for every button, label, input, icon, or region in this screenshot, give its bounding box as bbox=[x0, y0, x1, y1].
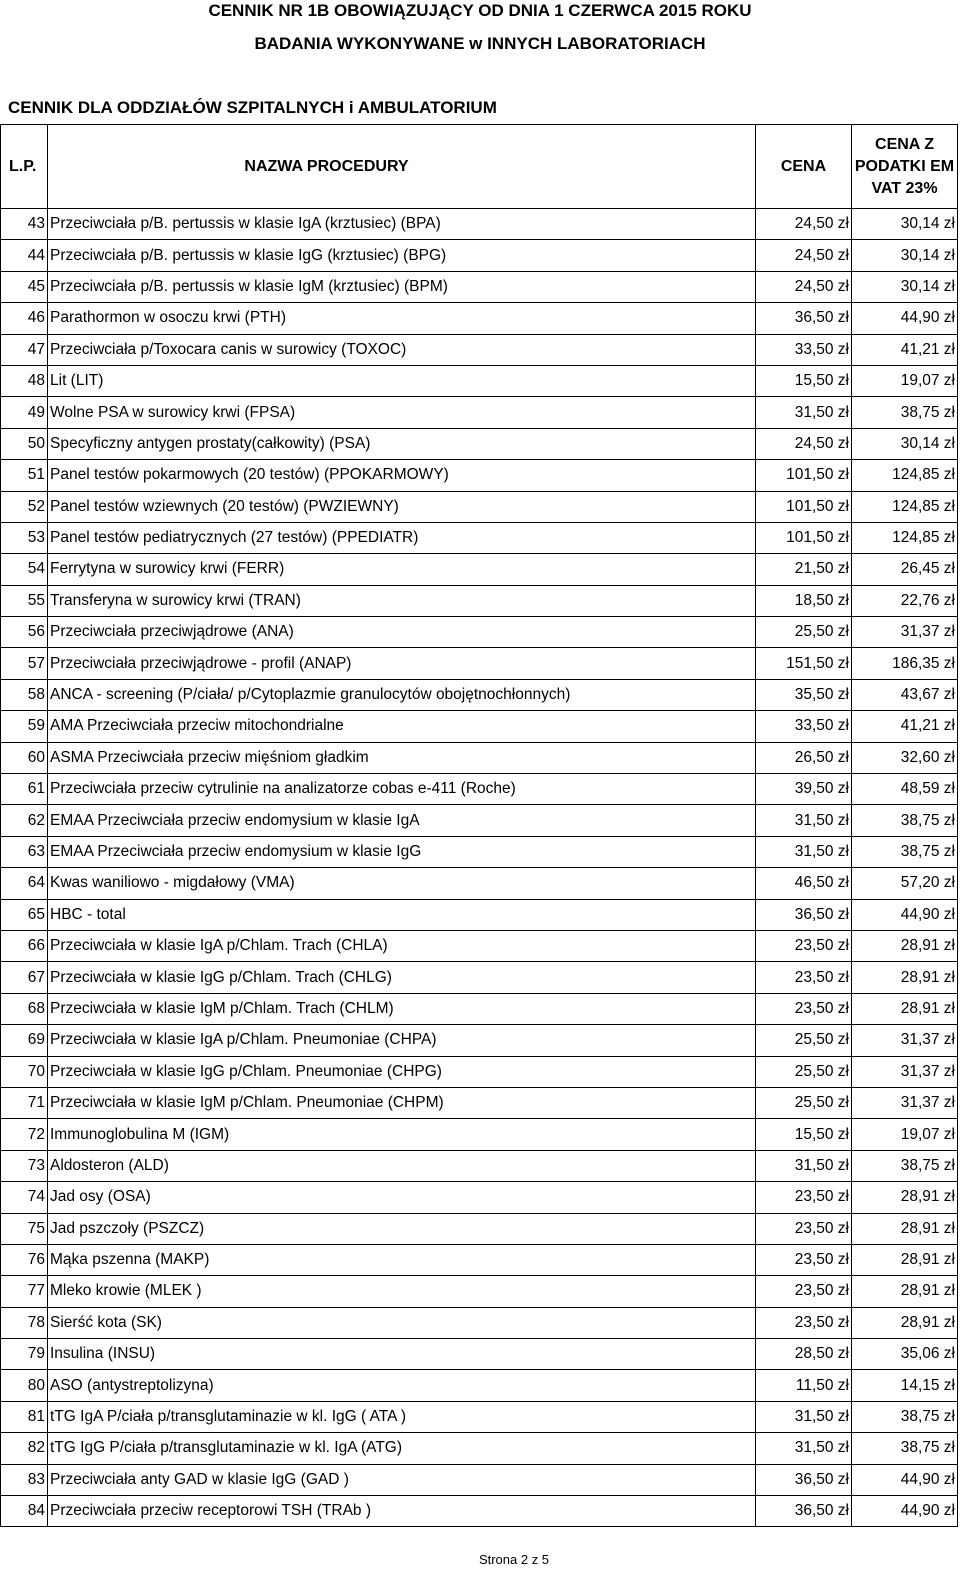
price-gross: 28,91 zł bbox=[852, 1213, 958, 1244]
price-gross: 30,14 zł bbox=[852, 428, 958, 459]
price-gross: 124,85 zł bbox=[852, 460, 958, 491]
table-row bbox=[1, 365, 958, 396]
procedure-name: tTG IgA P/ciała p/transglutaminazie w kl. IgG ( ATA ) bbox=[48, 1401, 756, 1432]
row-number: 50 bbox=[1, 428, 48, 459]
table-row bbox=[1, 1056, 958, 1087]
price-net: 23,50 zł bbox=[756, 1307, 852, 1338]
row-number: 76 bbox=[1, 1244, 48, 1275]
procedure-name: Lit (LIT) bbox=[48, 365, 756, 396]
price-net: 25,50 zł bbox=[756, 1025, 852, 1056]
price-net: 24,50 zł bbox=[756, 271, 852, 302]
price-net: 101,50 zł bbox=[756, 460, 852, 491]
procedure-name: Przeciwciała p/B. pertussis w klasie IgM (krztusiec) (BPM) bbox=[48, 271, 756, 302]
price-gross: 14,15 zł bbox=[852, 1370, 958, 1401]
price-gross: 38,75 zł bbox=[852, 1433, 958, 1464]
procedure-name: Przeciwciała w klasie IgA p/Chlam. Pneumoniae (CHPA) bbox=[48, 1025, 756, 1056]
table-row bbox=[1, 303, 958, 334]
price-gross: 28,91 zł bbox=[852, 962, 958, 993]
row-number: 75 bbox=[1, 1213, 48, 1244]
price-net: 39,50 zł bbox=[756, 774, 852, 805]
row-number: 70 bbox=[1, 1056, 48, 1087]
price-gross: 44,90 zł bbox=[852, 1496, 958, 1527]
price-net: 33,50 zł bbox=[756, 334, 852, 365]
price-net: 24,50 zł bbox=[756, 209, 852, 240]
price-gross: 31,37 zł bbox=[852, 1087, 958, 1118]
price-gross: 19,07 zł bbox=[852, 365, 958, 396]
column-header-price-vat-label: CENA Z PODATKI EM VAT 23% bbox=[854, 135, 955, 197]
price-net: 31,50 zł bbox=[756, 836, 852, 867]
price-gross: 44,90 zł bbox=[852, 899, 958, 930]
row-number: 58 bbox=[1, 679, 48, 710]
procedure-name: ASO (antystreptolizyna) bbox=[48, 1370, 756, 1401]
price-net: 11,50 zł bbox=[756, 1370, 852, 1401]
procedure-name: Przeciwciała p/B. pertussis w klasie IgG (krztusiec) (BPG) bbox=[48, 240, 756, 271]
table-row bbox=[1, 962, 958, 993]
procedure-name: Specyficzny antygen prostaty(całkowity) (PSA) bbox=[48, 428, 756, 459]
procedure-name: Przeciwciała przeciw receptorowi TSH (TRAb ) bbox=[48, 1496, 756, 1527]
table-row bbox=[1, 1119, 958, 1150]
procedure-name: Przeciwciała w klasie IgG p/Chlam. Trach (CHLG) bbox=[48, 962, 756, 993]
procedure-name: Panel testów pediatrycznych (27 testów) (PPEDIATR) bbox=[48, 522, 756, 553]
price-net: 21,50 zł bbox=[756, 554, 852, 585]
price-net: 25,50 zł bbox=[756, 1056, 852, 1087]
table-row bbox=[1, 397, 958, 428]
table-row bbox=[1, 1370, 958, 1401]
price-gross: 124,85 zł bbox=[852, 491, 958, 522]
table-row bbox=[1, 930, 958, 961]
row-number: 67 bbox=[1, 962, 48, 993]
procedure-name: Przeciwciała w klasie IgA p/Chlam. Trach (CHLA) bbox=[48, 930, 756, 961]
row-number: 63 bbox=[1, 836, 48, 867]
price-net: 23,50 zł bbox=[756, 962, 852, 993]
price-gross: 35,06 zł bbox=[852, 1339, 958, 1370]
table-row bbox=[1, 1244, 958, 1275]
row-number: 81 bbox=[1, 1401, 48, 1432]
procedure-name: Ferrytyna w surowicy krwi (FERR) bbox=[48, 554, 756, 585]
table-row bbox=[1, 1307, 958, 1338]
row-number: 65 bbox=[1, 899, 48, 930]
price-gross: 48,59 zł bbox=[852, 774, 958, 805]
price-gross: 38,75 zł bbox=[852, 836, 958, 867]
table-row bbox=[1, 1025, 958, 1056]
procedure-name: Przeciwciała w klasie IgM p/Chlam. Trach (CHLM) bbox=[48, 993, 756, 1024]
row-number: 74 bbox=[1, 1182, 48, 1213]
table-row bbox=[1, 1496, 958, 1527]
price-gross: 19,07 zł bbox=[852, 1119, 958, 1150]
procedure-name: Przeciwciała przeciwjądrowe - profil (ANAP) bbox=[48, 648, 756, 679]
price-net: 36,50 zł bbox=[756, 303, 852, 334]
price-gross: 28,91 zł bbox=[852, 993, 958, 1024]
price-net: 101,50 zł bbox=[756, 491, 852, 522]
price-gross: 124,85 zł bbox=[852, 522, 958, 553]
table-row bbox=[1, 1433, 958, 1464]
row-number: 43 bbox=[1, 209, 48, 240]
column-header-lp: L.P. bbox=[1, 125, 48, 209]
procedure-name: Jad osy (OSA) bbox=[48, 1182, 756, 1213]
price-gross: 31,37 zł bbox=[852, 1056, 958, 1087]
procedure-name: Przeciwciała p/Toxocara canis w surowicy (TOXOC) bbox=[48, 334, 756, 365]
procedure-name: Panel testów pokarmowych (20 testów) (PPOKARMOWY) bbox=[48, 460, 756, 491]
table-row bbox=[1, 1087, 958, 1118]
procedure-name: Przeciwciała p/B. pertussis w klasie IgA (krztusiec) (BPA) bbox=[48, 209, 756, 240]
document-subtitle: CENNIK DLA ODDZIAŁÓW SZPITALNYCH i AMBULATORIUM bbox=[8, 98, 497, 117]
row-number: 66 bbox=[1, 930, 48, 961]
table-row bbox=[1, 554, 958, 585]
table-row bbox=[1, 1464, 958, 1495]
procedure-name: Wolne PSA w surowicy krwi (FPSA) bbox=[48, 397, 756, 428]
row-number: 45 bbox=[1, 271, 48, 302]
column-header-price-vat bbox=[852, 125, 958, 209]
table-row bbox=[1, 774, 958, 805]
row-number: 54 bbox=[1, 554, 48, 585]
price-gross: 28,91 zł bbox=[852, 1182, 958, 1213]
table-row bbox=[1, 334, 958, 365]
table-row bbox=[1, 1213, 958, 1244]
price-gross: 30,14 zł bbox=[852, 240, 958, 271]
price-net: 15,50 zł bbox=[756, 1119, 852, 1150]
page-number: Strona 2 z 5 bbox=[478, 1552, 550, 1567]
table-row bbox=[1, 240, 958, 271]
procedure-name: Kwas waniliowo - migdałowy (VMA) bbox=[48, 868, 756, 899]
price-gross: 30,14 zł bbox=[852, 209, 958, 240]
table-row bbox=[1, 742, 958, 773]
document-title: CENNIK NR 1B OBOWIĄZUJĄCY OD DNIA 1 CZERWCA 2015 ROKU bbox=[208, 1, 752, 20]
row-number: 51 bbox=[1, 460, 48, 491]
price-net: 23,50 zł bbox=[756, 1213, 852, 1244]
row-number: 69 bbox=[1, 1025, 48, 1056]
row-number: 56 bbox=[1, 617, 48, 648]
price-net: 23,50 zł bbox=[756, 930, 852, 961]
procedure-name: Sierść kota (SK) bbox=[48, 1307, 756, 1338]
table-header-row bbox=[1, 125, 958, 209]
table-row bbox=[1, 1276, 958, 1307]
row-number: 71 bbox=[1, 1087, 48, 1118]
procedure-name: Przeciwciała anty GAD w klasie IgG (GAD ) bbox=[48, 1464, 756, 1495]
row-number: 78 bbox=[1, 1307, 48, 1338]
price-net: 31,50 zł bbox=[756, 1401, 852, 1432]
procedure-name: Aldosteron (ALD) bbox=[48, 1150, 756, 1181]
price-net: 15,50 zł bbox=[756, 365, 852, 396]
row-number: 60 bbox=[1, 742, 48, 773]
price-net: 36,50 zł bbox=[756, 899, 852, 930]
price-net: 31,50 zł bbox=[756, 1150, 852, 1181]
price-gross: 44,90 zł bbox=[852, 303, 958, 334]
procedure-name: Panel testów wziewnych (20 testów) (PWZIEWNY) bbox=[48, 491, 756, 522]
procedure-name: Mleko krowie (MLEK ) bbox=[48, 1276, 756, 1307]
table-row bbox=[1, 868, 958, 899]
table-row bbox=[1, 617, 958, 648]
price-gross: 57,20 zł bbox=[852, 868, 958, 899]
procedure-name: ANCA - screening (P/ciała/ p/Cytoplazmie granulocytów obojętnochłonnych) bbox=[48, 679, 756, 710]
row-number: 77 bbox=[1, 1276, 48, 1307]
price-net: 23,50 zł bbox=[756, 993, 852, 1024]
row-number: 64 bbox=[1, 868, 48, 899]
price-gross: 30,14 zł bbox=[852, 271, 958, 302]
row-number: 62 bbox=[1, 805, 48, 836]
price-net: 26,50 zł bbox=[756, 742, 852, 773]
table-row bbox=[1, 805, 958, 836]
price-gross: 28,91 zł bbox=[852, 1307, 958, 1338]
row-number: 57 bbox=[1, 648, 48, 679]
price-net: 33,50 zł bbox=[756, 711, 852, 742]
table-row bbox=[1, 209, 958, 240]
table-row bbox=[1, 522, 958, 553]
price-gross: 31,37 zł bbox=[852, 1025, 958, 1056]
price-net: 46,50 zł bbox=[756, 868, 852, 899]
price-gross: 26,45 zł bbox=[852, 554, 958, 585]
table-row bbox=[1, 899, 958, 930]
row-number: 72 bbox=[1, 1119, 48, 1150]
price-net: 23,50 zł bbox=[756, 1244, 852, 1275]
price-net: 18,50 zł bbox=[756, 585, 852, 616]
price-gross: 28,91 zł bbox=[852, 1244, 958, 1275]
procedure-name: Przeciwciała przeciwjądrowe (ANA) bbox=[48, 617, 756, 648]
price-gross: 38,75 zł bbox=[852, 1401, 958, 1432]
procedure-name: EMAA Przeciwciała przeciw endomysium w klasie IgA bbox=[48, 805, 756, 836]
price-net: 151,50 zł bbox=[756, 648, 852, 679]
row-number: 73 bbox=[1, 1150, 48, 1181]
price-gross: 32,60 zł bbox=[852, 742, 958, 773]
row-number: 61 bbox=[1, 774, 48, 805]
row-number: 47 bbox=[1, 334, 48, 365]
table-row bbox=[1, 428, 958, 459]
procedure-name: tTG IgG P/ciała p/transglutaminazie w kl. IgA (ATG) bbox=[48, 1433, 756, 1464]
table-row bbox=[1, 1150, 958, 1181]
row-number: 46 bbox=[1, 303, 48, 334]
procedure-name: Transferyna w surowicy krwi (TRAN) bbox=[48, 585, 756, 616]
price-gross: 43,67 zł bbox=[852, 679, 958, 710]
row-number: 84 bbox=[1, 1496, 48, 1527]
row-number: 49 bbox=[1, 397, 48, 428]
row-number: 48 bbox=[1, 365, 48, 396]
procedure-name: Przeciwciała w klasie IgM p/Chlam. Pneumoniae (CHPM) bbox=[48, 1087, 756, 1118]
price-net: 23,50 zł bbox=[756, 1182, 852, 1213]
column-header-price: CENA bbox=[756, 125, 852, 209]
price-net: 31,50 zł bbox=[756, 1433, 852, 1464]
row-number: 83 bbox=[1, 1464, 48, 1495]
row-number: 80 bbox=[1, 1370, 48, 1401]
row-number: 59 bbox=[1, 711, 48, 742]
price-net: 25,50 zł bbox=[756, 617, 852, 648]
table-row bbox=[1, 1339, 958, 1370]
table-row bbox=[1, 585, 958, 616]
row-number: 52 bbox=[1, 491, 48, 522]
price-gross: 31,37 zł bbox=[852, 617, 958, 648]
price-net: 23,50 zł bbox=[756, 1276, 852, 1307]
price-net: 28,50 zł bbox=[756, 1339, 852, 1370]
price-net: 31,50 zł bbox=[756, 397, 852, 428]
price-net: 25,50 zł bbox=[756, 1087, 852, 1118]
row-number: 68 bbox=[1, 993, 48, 1024]
procedure-name: Jad pszczoły (PSZCZ) bbox=[48, 1213, 756, 1244]
price-net: 36,50 zł bbox=[756, 1464, 852, 1495]
table-row bbox=[1, 993, 958, 1024]
price-table bbox=[0, 124, 958, 1527]
price-gross: 22,76 zł bbox=[852, 585, 958, 616]
procedure-name: Przeciwciała w klasie IgG p/Chlam. Pneumoniae (CHPG) bbox=[48, 1056, 756, 1087]
table-row bbox=[1, 679, 958, 710]
price-gross: 28,91 zł bbox=[852, 930, 958, 961]
table-row bbox=[1, 1401, 958, 1432]
procedure-name: Immunoglobulina M (IGM) bbox=[48, 1119, 756, 1150]
price-gross: 41,21 zł bbox=[852, 711, 958, 742]
row-number: 79 bbox=[1, 1339, 48, 1370]
procedure-name: ASMA Przeciwciała przeciw mięśniom gładkim bbox=[48, 742, 756, 773]
price-gross: 38,75 zł bbox=[852, 397, 958, 428]
table-row bbox=[1, 460, 958, 491]
procedure-name: EMAA Przeciwciała przeciw endomysium w klasie IgG bbox=[48, 836, 756, 867]
price-gross: 38,75 zł bbox=[852, 1150, 958, 1181]
price-net: 101,50 zł bbox=[756, 522, 852, 553]
price-gross: 44,90 zł bbox=[852, 1464, 958, 1495]
procedure-name: Mąka pszenna (MAKP) bbox=[48, 1244, 756, 1275]
row-number: 55 bbox=[1, 585, 48, 616]
row-number: 82 bbox=[1, 1433, 48, 1464]
price-net: 24,50 zł bbox=[756, 240, 852, 271]
column-header-name: NAZWA PROCEDURY bbox=[48, 125, 756, 209]
table-row bbox=[1, 1182, 958, 1213]
price-net: 24,50 zł bbox=[756, 428, 852, 459]
price-gross: 41,21 zł bbox=[852, 334, 958, 365]
price-gross: 186,35 zł bbox=[852, 648, 958, 679]
table-row bbox=[1, 648, 958, 679]
row-number: 53 bbox=[1, 522, 48, 553]
table-row bbox=[1, 711, 958, 742]
procedure-name: AMA Przeciwciała przeciw mitochondrialne bbox=[48, 711, 756, 742]
table-row bbox=[1, 491, 958, 522]
table-row bbox=[1, 836, 958, 867]
procedure-name: Przeciwciała przeciw cytrulinie na analizatorze cobas e-411 (Roche) bbox=[48, 774, 756, 805]
price-net: 36,50 zł bbox=[756, 1496, 852, 1527]
row-number: 44 bbox=[1, 240, 48, 271]
price-gross: 28,91 zł bbox=[852, 1276, 958, 1307]
price-net: 35,50 zł bbox=[756, 679, 852, 710]
price-gross: 38,75 zł bbox=[852, 805, 958, 836]
procedure-name: Insulina (INSU) bbox=[48, 1339, 756, 1370]
procedure-name: HBC - total bbox=[48, 899, 756, 930]
table-row bbox=[1, 271, 958, 302]
document-title-line-2: BADANIA WYKONYWANE w INNYCH LABORATORIACH bbox=[254, 34, 706, 53]
price-net: 31,50 zł bbox=[756, 805, 852, 836]
table-body bbox=[1, 209, 958, 1527]
procedure-name: Parathormon w osoczu krwi (PTH) bbox=[48, 303, 756, 334]
